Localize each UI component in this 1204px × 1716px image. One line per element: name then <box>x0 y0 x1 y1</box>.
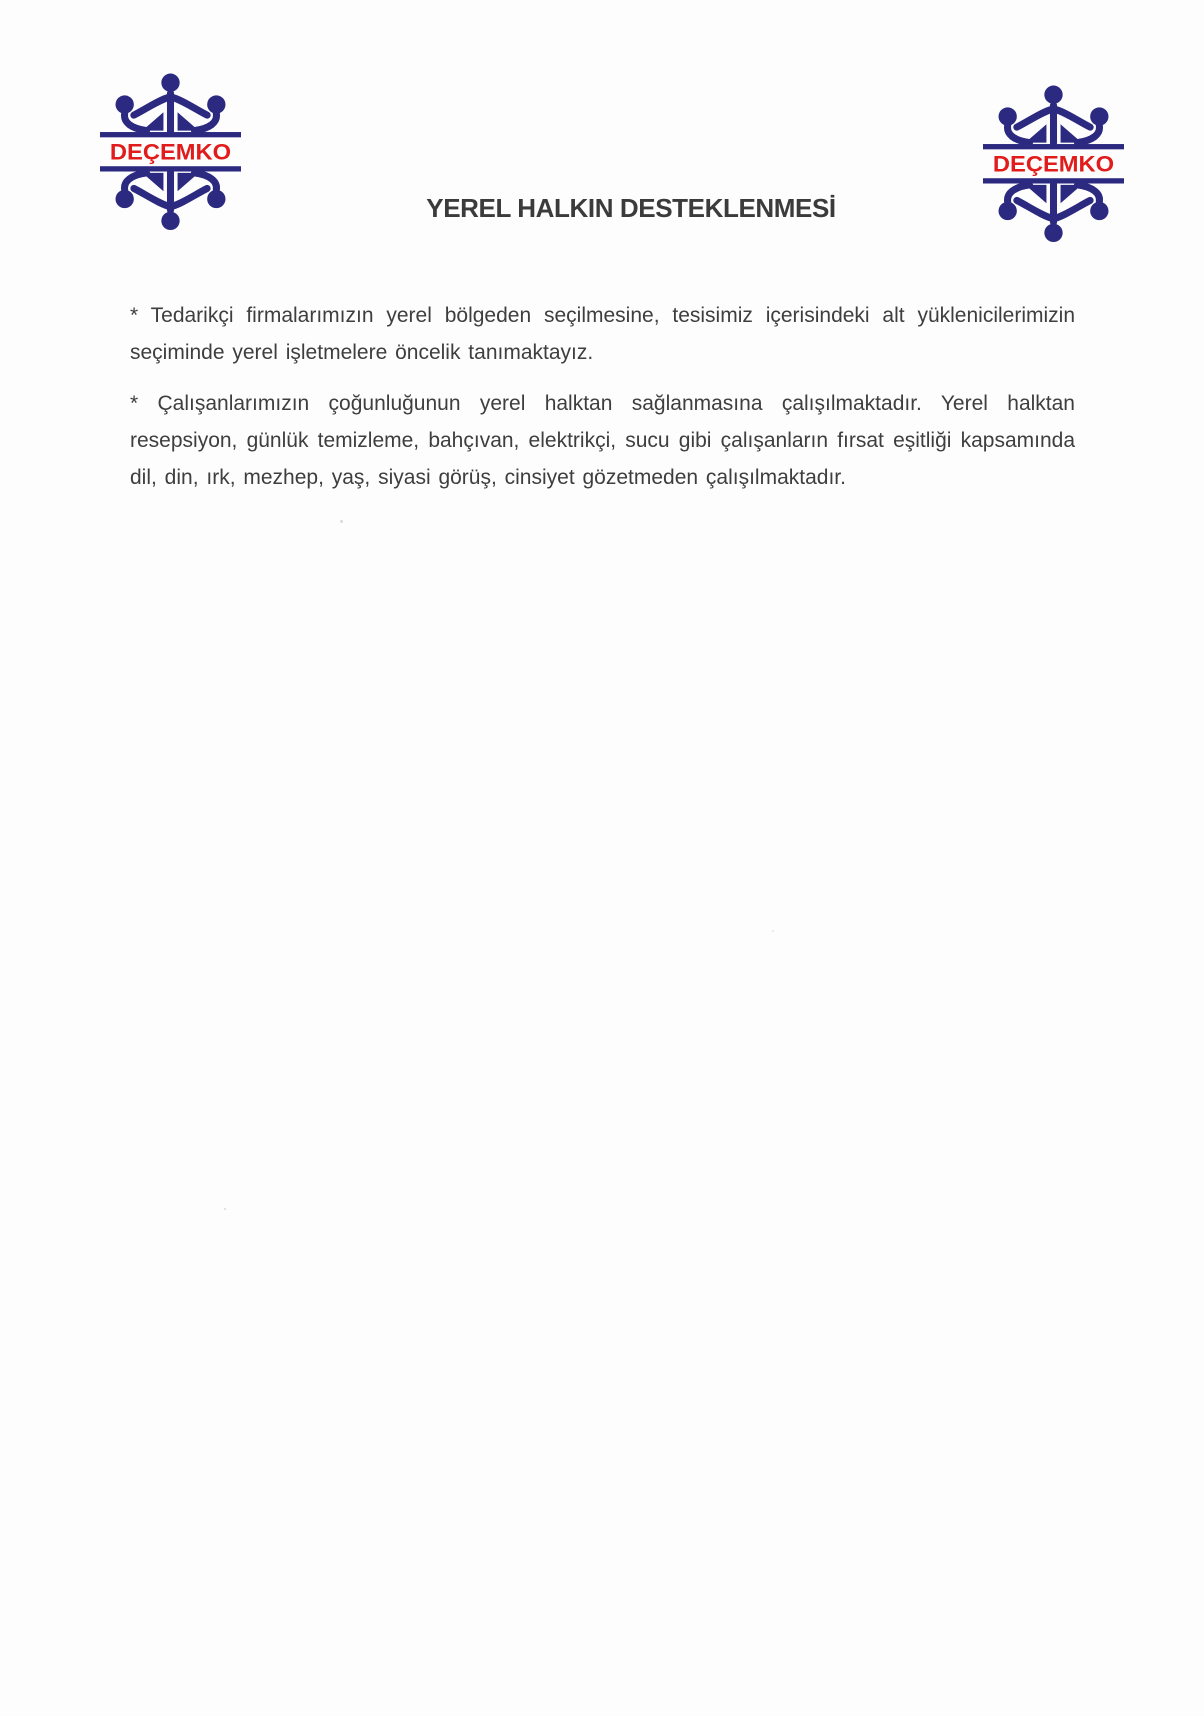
logo-wordmark: DEÇEMKO <box>992 151 1115 177</box>
page-title: YEREL HALKIN DESTEKLENMESİ <box>426 193 836 223</box>
paragraph-local-suppliers: * Tedarikçi firmalarımızın yerel bölgeden seçilmesine, tesisimiz içerisindeki alt yüklenicilerimizin seçiminde yerel işletmelere öncelik tanımaktayız. <box>130 304 1075 364</box>
scan-speck <box>224 1208 226 1210</box>
scan-speck <box>772 930 774 932</box>
scan-speck <box>340 520 343 523</box>
logo-wordmark: DEÇEMKO <box>109 139 232 165</box>
paragraph-local-employment: * Çalışanlarımızın çoğunluğunun yerel halktan sağlanmasına çalışılmaktadır. Yerel halktan resepsiyon, günlük temizleme, bahçıvan, elektrikçi, sucu gibi çalışanların fırsat eşitliği kapsamında dil, din, ırk, mezhep, yaş, siyasi görüş, cinsiyet gözetmeden çalışılmaktadır. <box>130 392 1075 489</box>
